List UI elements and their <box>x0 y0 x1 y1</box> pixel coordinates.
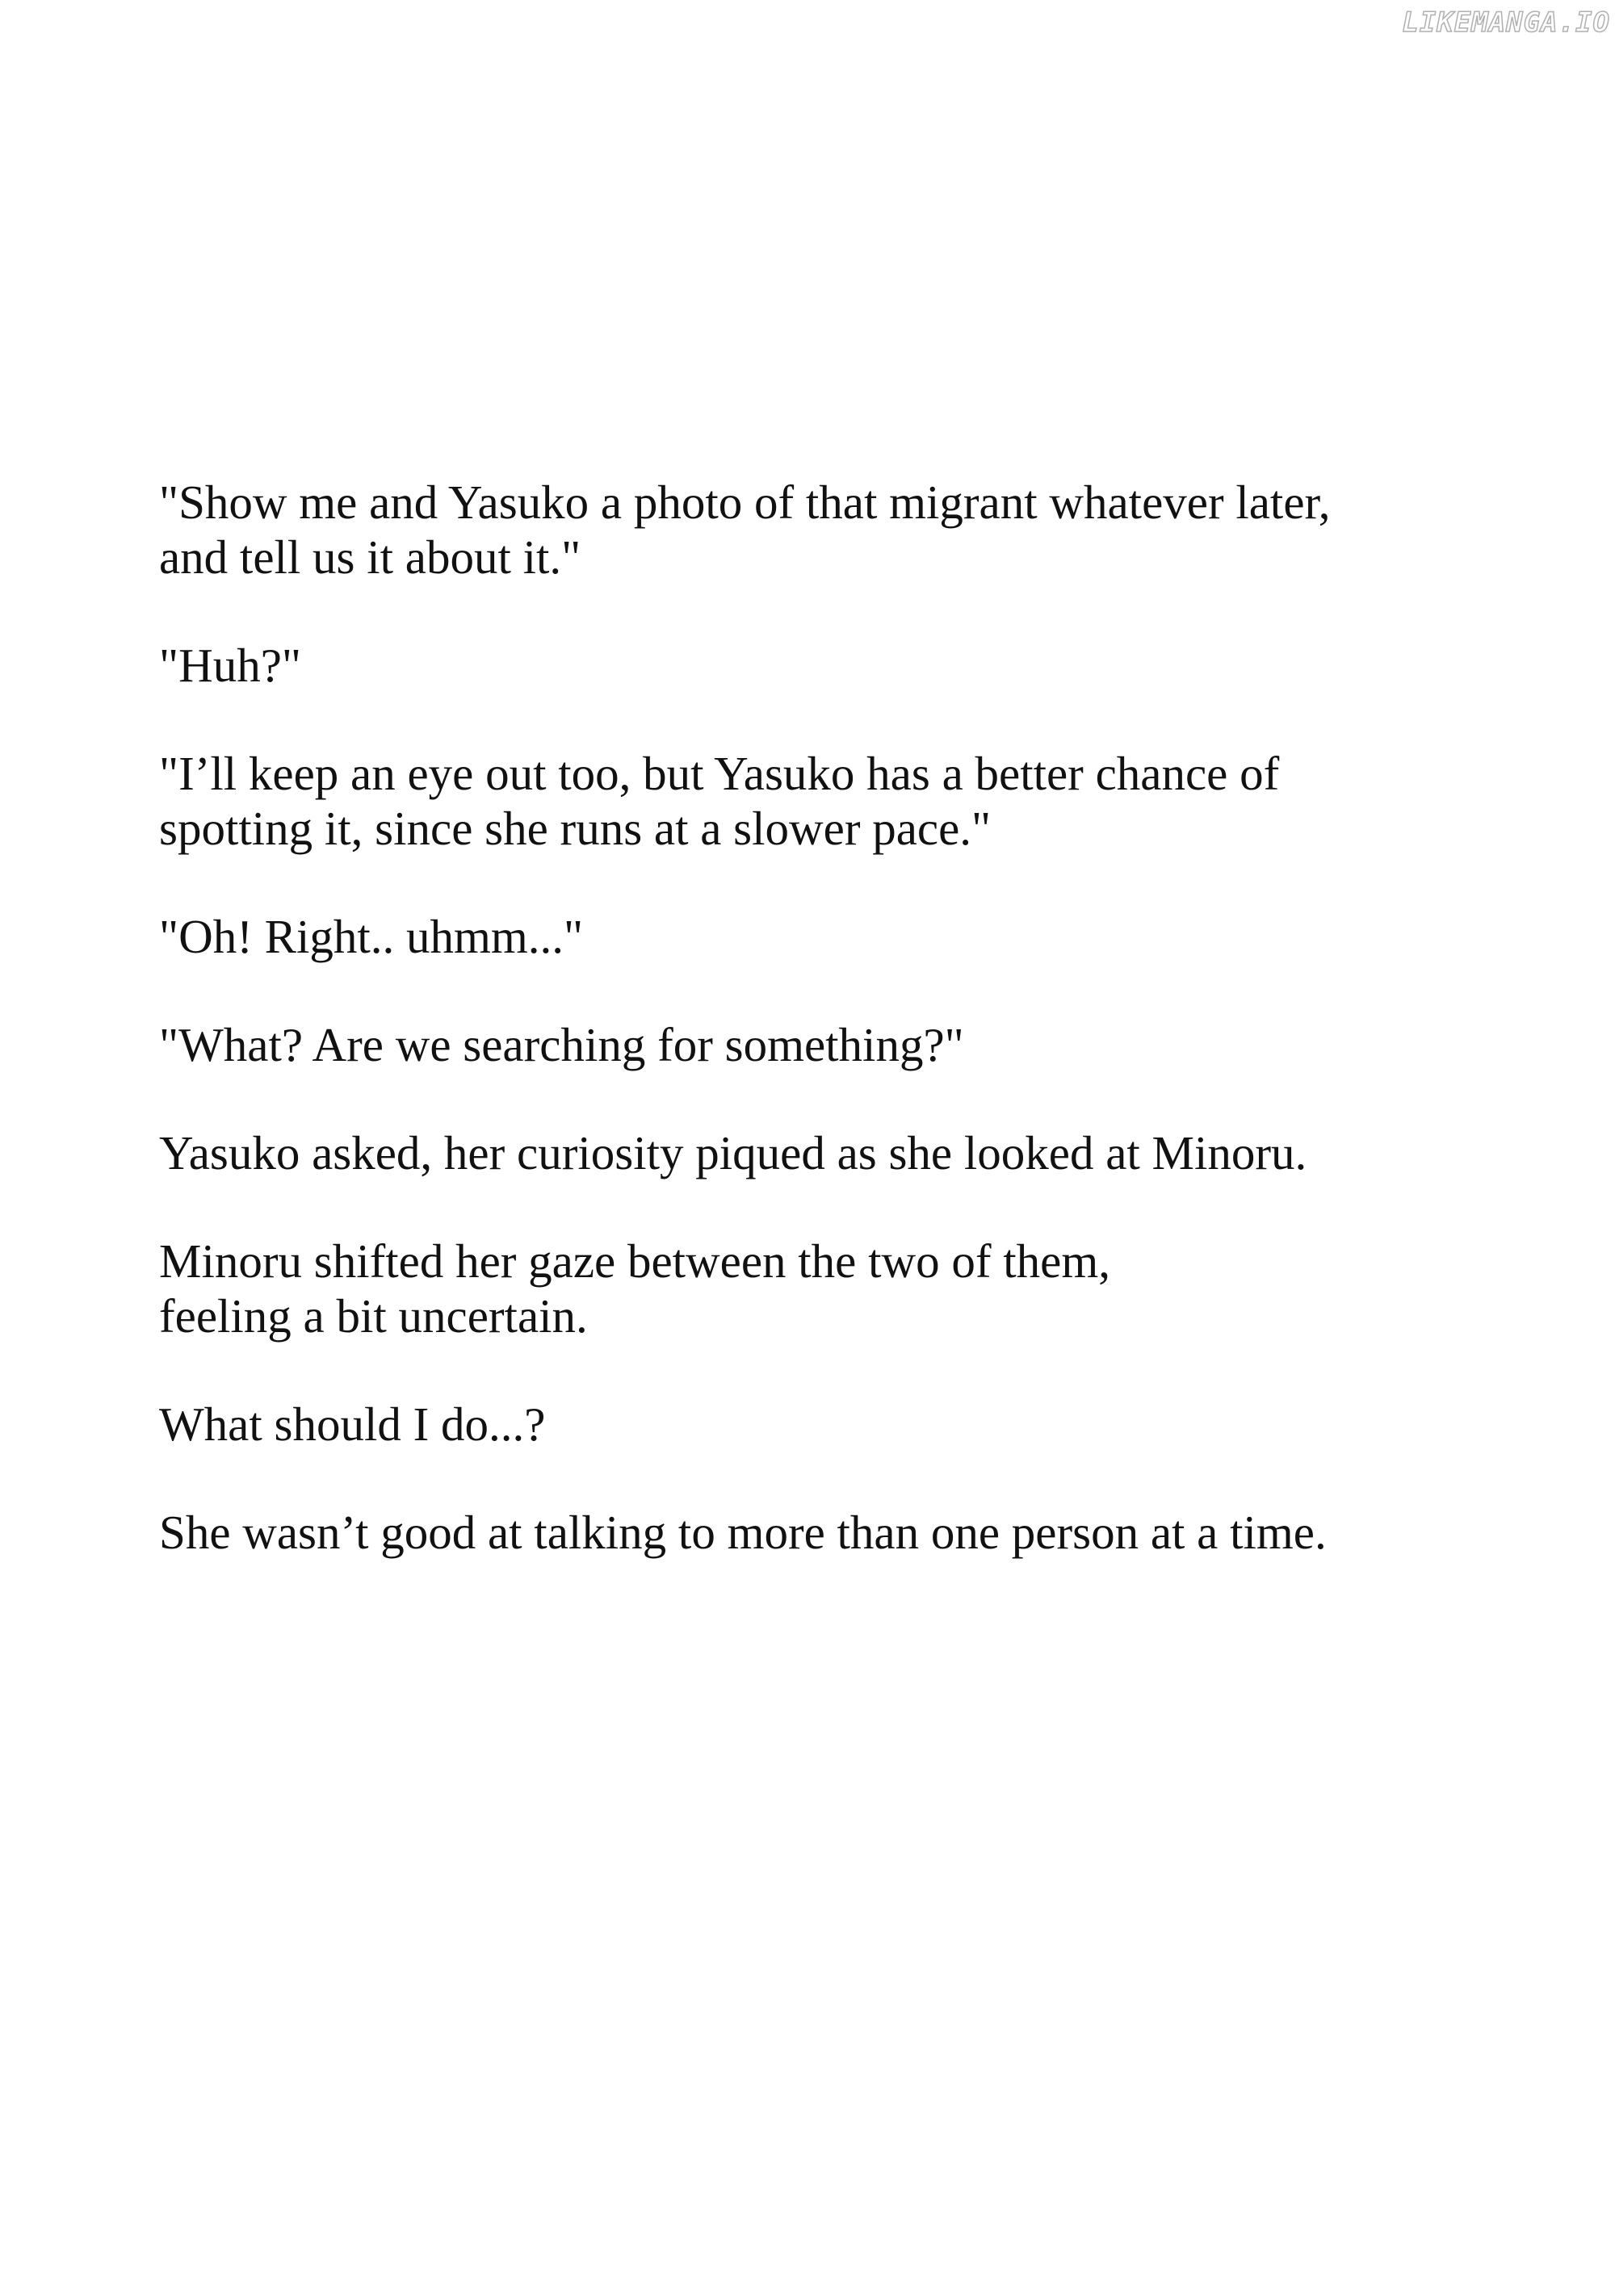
paragraph-5: "What? Are we searching for something?" <box>159 1018 964 1071</box>
paragraph-7: Minoru shifted her gaze between the two of them, feeling a bit uncertain. <box>159 1234 1110 1343</box>
paragraph-4: "Oh! Right.. uhmm..." <box>159 910 584 963</box>
paragraph-1: "Show me and Yasuko a photo of that migrant whatever later, and tell us it about it." <box>159 476 1331 584</box>
paragraph-2: "Huh?" <box>159 639 301 692</box>
paragraph-8: What should I do...? <box>159 1397 546 1451</box>
site-watermark: LIKEMANGA.IO <box>1402 6 1610 39</box>
paragraph-3: "I’ll keep an eye out too, but Yasuko has a better chance of spotting it, since she runs at a slower pace." <box>159 747 1280 855</box>
text-body <box>159 475 1548 1613</box>
paragraph-6: Yasuko asked, her curiosity piqued as she looked at Minoru. <box>159 1126 1307 1179</box>
paragraph-9: She wasn’t good at talking to more than one person at a time. <box>159 1506 1327 1559</box>
